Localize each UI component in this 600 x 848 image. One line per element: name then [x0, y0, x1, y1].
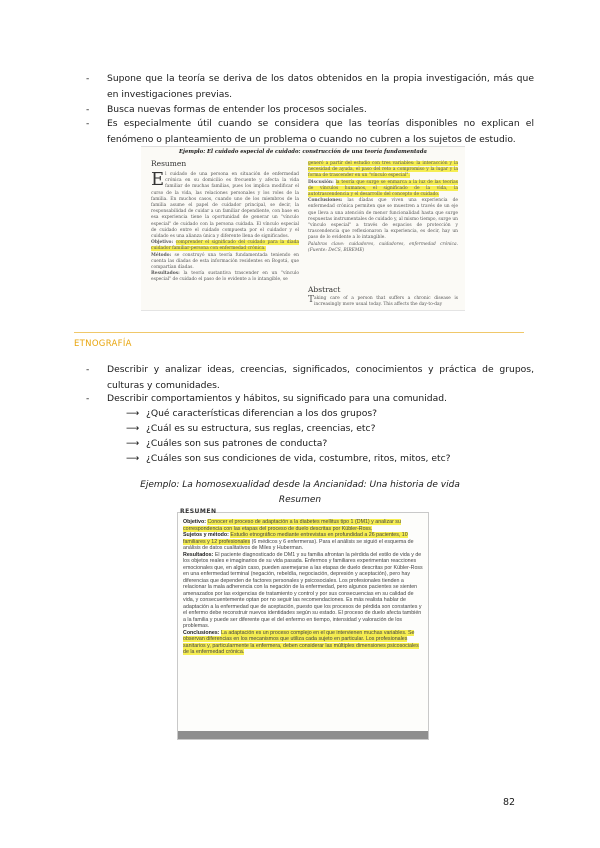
- ethnography-abstract-image: [177, 508, 429, 740]
- figure1-metodo-text: se construyó una teoría fundamentada teniendo en cuenta las díadas de esta información residentes en Bogotá, que compartían díadas.: [151, 252, 299, 271]
- figure2-conclusiones-text: La adaptación es un proceso complejo en el que intervienen muchas variables. Se observan diferencias en los mecanismos que utiliza cada sujeto en particular. Los profesionales sanitarios y, particularmente la enfermera, deben considerar las múltiples dimensiones psicosociales de la enfermedad crónica.: [183, 629, 419, 655]
- bullet-text: Describir y analizar ideas, creencias, significados, conocimientos y práctica de grupos, culturas y comunidades.: [107, 364, 534, 391]
- figure1-discusion-label: Discusión:: [308, 179, 334, 185]
- grounded-theory-article-image: [141, 146, 465, 311]
- figure1-resultados-text: la teoría sustantiva trascender en un "vínculo especial" de cuidado el paso de lo evidente a lo intangible, se: [151, 271, 299, 283]
- figure1-right-top: generó a partir del estudio con tres variables: la interacción y la necesidad de ayuda, el paso del reto a compromiso y la lugar y la forma de trascender en un "vínculo especial".: [308, 161, 458, 179]
- figure1-keywords: Palabras clave: cuidadores, cuidadores, enfermedad crónica. (Fuente: DeCS, BIREME): [308, 241, 458, 253]
- arrow-item: [126, 421, 375, 436]
- bullet-dash: -: [86, 118, 90, 129]
- section-divider: [74, 332, 524, 333]
- arrow-item: [126, 436, 327, 451]
- figure1-abstract-text: Taking care of a person that suffers a chronic disease is increasingly more usual today. This affects the day-to-day: [308, 295, 458, 308]
- example-title: Ejemplo: La homosexualidad desde la Ancianidad: Una historia de vida: [140, 480, 460, 490]
- figure2-conclusiones-label: Conclusiones:: [183, 629, 220, 636]
- section-title: ETNOGRAFÍA: [74, 339, 132, 349]
- figure1-left-column: [151, 169, 299, 284]
- bullet-item: [86, 71, 534, 102]
- arrow-item-text: ¿Cuál es su estructura, sus reglas, creencias, etc?: [146, 423, 376, 434]
- figure1-conclusiones-text: las díadas que viven una experiencia de enfermedad crónica permiten que se muestren a través de un eje que lleva a una atención de menor funcionalidad hasta que surge respuestas instrumentales de cuidado y, al mismo tiempo, surge un "vínculo especial" a través de espacios de protección y trascendencia que reflexionaron la experiencia, es decir, hay un paso de lo evidente a lo intangible.: [308, 198, 458, 241]
- arrow-item: [126, 406, 377, 421]
- bullet-text: Describir comportamientos y hábitos, su significado para una comunidad.: [107, 393, 447, 404]
- bullet-dash: -: [86, 364, 90, 375]
- bullet-item: [86, 391, 534, 407]
- bullet-text: Supone que la teoría se deriva de los datos obtenidos en la propia investigación, más que en investigaciones previas.: [107, 73, 534, 100]
- arrow-item-text: ¿Cuáles son sus patrones de conducta?: [146, 438, 328, 449]
- figure1-intro: l cuidado de una persona en situación de enfermedad crónica en su domicilio es frecuente y afecta la vida familiar de muchas familias, pues los implica modificar el curso de la vida, las relaciones personales y los roles de la familia. En muchos casos, cuando uno de los miembros de la familia asume el papel de cuidador principal, se decir, la responsabilidad de cuidar a un familiar dependiente, con base en esa experiencia tiene la oportunidad de generar un "vínculo especial" de cuidado con la persona cuidada. El vínculo especial de cuidado entre el cuidado compuesta por el cuidador y el cuidado es una alianza única y diferente llena de significados.: [151, 172, 299, 240]
- figure1-objetivo-label: Objetivo:: [151, 240, 174, 246]
- figure1-caption: Ejemplo: El cuidado especial de cuidado: construcción de una teoría fundamentada: [179, 149, 427, 155]
- bullet-text: Es especialmente útil cuando se considera que las teorías disponibles no explican el fenómeno o planteamiento de un problema o cuando no cubren a los sujetos de estudio.: [107, 118, 534, 145]
- figure2-sujetos-highlight: Estudio etnográfico mediante entrevistas en profundidad a 26 pacientes, 10 familiares y 12 profesionales: [183, 532, 408, 545]
- example-subtitle: Resumen: [278, 495, 322, 505]
- figure1-resumen-heading: Resumen: [151, 159, 187, 168]
- arrow-right-icon: ⟶: [126, 453, 140, 464]
- bullet-item: [86, 362, 534, 393]
- drop-cap: E: [151, 169, 165, 190]
- figure1-metodo-label: Método:: [151, 252, 172, 258]
- arrow-right-icon: ⟶: [126, 423, 140, 434]
- figure2-sujetos-label: Sujetos y método:: [183, 532, 229, 538]
- bullet-text: Busca nuevas formas de entender los procesos sociales.: [107, 104, 367, 115]
- bullet-dash: -: [86, 104, 90, 115]
- arrow-item-text: ¿Qué características diferencian a los dos grupos?: [146, 408, 377, 419]
- bullet-dash: -: [86, 393, 90, 404]
- figure1-discusion-text: la teoría que surge se enmarca a la luz de las teorías de vínculos humanos, el significado de la vida, la autotrascendencia y el desarrollo del concepto de cuidado.: [308, 179, 458, 198]
- figure1-abstract-heading: Abstract: [308, 285, 341, 294]
- arrow-right-icon: ⟶: [126, 408, 140, 419]
- figure2-resultados-label: Resultados:: [183, 551, 214, 558]
- figure2-resultados-text: El paciente diagnosticado de DM1 y su familia afrontan la pérdida del estilo de vida y de los objetos reales e imaginarios de su vida pasada. Enfermos y familiares experimentan reacciones emocionales que, en algún caso, pueden asemejarse a las etapas de duelo descritas por Kübler-Ross en una enfermedad terminal (negación, rebeldía, negociación, depresión y aceptación), pero hay diferencias que dependen de factores personales y psicosociales. Los profesionales tienden a relacionar la mala adherencia con la negación de la enfermedad, pero algunos pacientes se sienten amenazados por las exigencias de tratamiento y control y por sus consecuencias en su calidad de vida, y consecuentemente optan por no seguir las recomendaciones. Es más realista hablar de adaptación a la enfermedad que de aceptación, puesto que los procesos de pérdida son constantes y el enfermo debe reconstruir nuevos identidades según su estado. El proceso de duelo afecta también a la familia y puede ser diferente que el del enfermo en tiempo, intensidad y valoración de los problemas.: [183, 551, 423, 629]
- arrow-right-icon: ⟶: [126, 438, 140, 449]
- figure2-cut-heading: RESUMEN: [180, 508, 217, 515]
- arrow-item: [126, 451, 451, 466]
- figure2-body: [183, 519, 423, 656]
- figure1-resultados-label: Resultados:: [151, 271, 180, 277]
- arrow-item-text: ¿Cuáles son sus condiciones de vida, costumbre, ritos, mitos, etc?: [146, 453, 451, 464]
- figure1-right-column: [308, 161, 458, 254]
- figure2-sujetos-text: (6 médicos y 6 enfermeras). Para el análisis se siguió el esquema de análisis de datos cualitativos de Miles y Huberman.: [183, 538, 414, 551]
- bullet-dash: -: [86, 73, 90, 84]
- figure2-objetivo-label: Objetivo:: [183, 519, 206, 525]
- figure2-objetivo-text: Conocer el proceso de adaptación a la diabetes mellitus tipo 1 (DM1) y analizar su correspondencia con las etapas del proceso de duelo descritas por Kübler-Ross.: [183, 519, 401, 532]
- bullet-item: [86, 116, 534, 147]
- page-number: 82: [503, 797, 516, 808]
- figure1-conclusiones-label: Conclusiones:: [308, 198, 343, 204]
- scan-shadow: [178, 731, 428, 739]
- figure1-abstract-body: aking care of a person that suffers a chronic disease is increasingly more usual today. This affects the day-to-day: [314, 296, 458, 308]
- figure1-objetivo-text: comprender el significado del cuidado para la díada cuidador familiar-persona con enfermedad crónica.: [151, 240, 299, 252]
